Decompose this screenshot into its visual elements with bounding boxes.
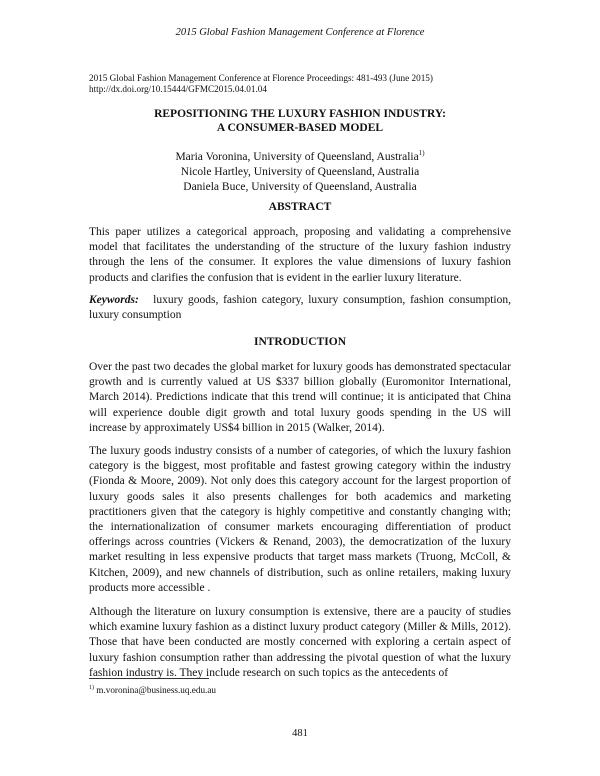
title-line-2: A CONSUMER-BASED MODEL — [216, 122, 384, 134]
page-number: 481 — [292, 728, 308, 739]
paper-title — [89, 107, 511, 135]
intro-paragraph-3: Although the literature on luxury consumption is extensive, there are a paucity of studies which examine luxury fashion as a distinct luxury product category (Miller & Mills, 2012). Those that have been conducted are mostly concerned with exploring a certain aspect of luxury fashion consumption rather than addressing the pivotal question of what the luxury fashion industry is. They include research on such topics as the antecedents of — [89, 606, 511, 679]
footnote-email[interactable]: m.voronina@business.uq.edu.au — [96, 685, 217, 696]
author-note-mark: 1) — [418, 149, 425, 157]
keywords-text: luxury goods, fashion category, luxury consumption, fashion consumption, luxury consumption — [89, 294, 512, 322]
footnote-mark: 1) — [89, 685, 94, 691]
author-2: Nicole Hartley, University of Queensland, Australia — [180, 165, 420, 178]
abstract-body: This paper utilizes a categorical approach, proposing and validating a comprehensive model that facilitates the understanding of the structure of the luxury fashion industry through the lens of the consumer. It explores the value dimensions of luxury fashion products and clarifies the confusion that is evident in the earlier luxury literature. — [89, 226, 511, 284]
introduction-heading: INTRODUCTION — [253, 336, 346, 348]
doi-link[interactable]: http://dx.doi.org/10.15444/GFMC2015.04.01.04 — [89, 84, 267, 94]
intro-paragraph-2: The luxury goods industry consists of a number of categories, of which the luxury fashion category is the biggest, most profitable and fastest growing category within the industry (Fionda & Moore, 2009). Not only does this category account for the largest proportion of luxury goods sales it also presents challenges for both academics and marketing practitioners given that the category is highly competitive and constantly changing with; the internationalization of consumer markets encouraging differentiation of product offerings across countries (Vickers & Renand, 2003), the democratization of the luxury market resulting in less expensive products that target mass markets (Truong, McColl, & Kitchen, 2009), and new channels of distribution, such as online retailers, making luxury products more accessible . — [89, 445, 511, 594]
footnote — [89, 685, 511, 695]
keywords — [89, 293, 511, 323]
keywords-label: Keywords: — [89, 294, 139, 306]
running-header: 2015 Global Fashion Management Conference at Florence — [175, 27, 425, 38]
author-1: Maria Voronina, University of Queensland, Australia$^{1)}$ — [175, 149, 425, 163]
title-line-1: REPOSITIONING THE LUXURY FASHION INDUSTRY: — [154, 108, 446, 120]
author-3: Daniela Buce, University of Queensland, Australia — [183, 180, 417, 193]
proceedings-citation: 2015 Global Fashion Management Conference at Florence Proceedings: 481-493 (June 2015) — [89, 73, 433, 83]
abstract-heading: ABSTRACT — [268, 201, 332, 213]
intro-paragraph-1: Over the past two decades the global market for luxury goods has demonstrated spectacular growth and is currently valued at US $337 billion globally (Euromonitor International, March 2014). Predictions indicate that this trend will continue; it is anticipated that China will experience double digit growth and total luxury goods spending in the US will increase by approximately US$4 billion in 2015 (Walker, 2014). — [89, 361, 511, 434]
proceedings-info — [89, 73, 529, 95]
author-list — [89, 146, 511, 195]
footnote-divider — [89, 678, 209, 679]
